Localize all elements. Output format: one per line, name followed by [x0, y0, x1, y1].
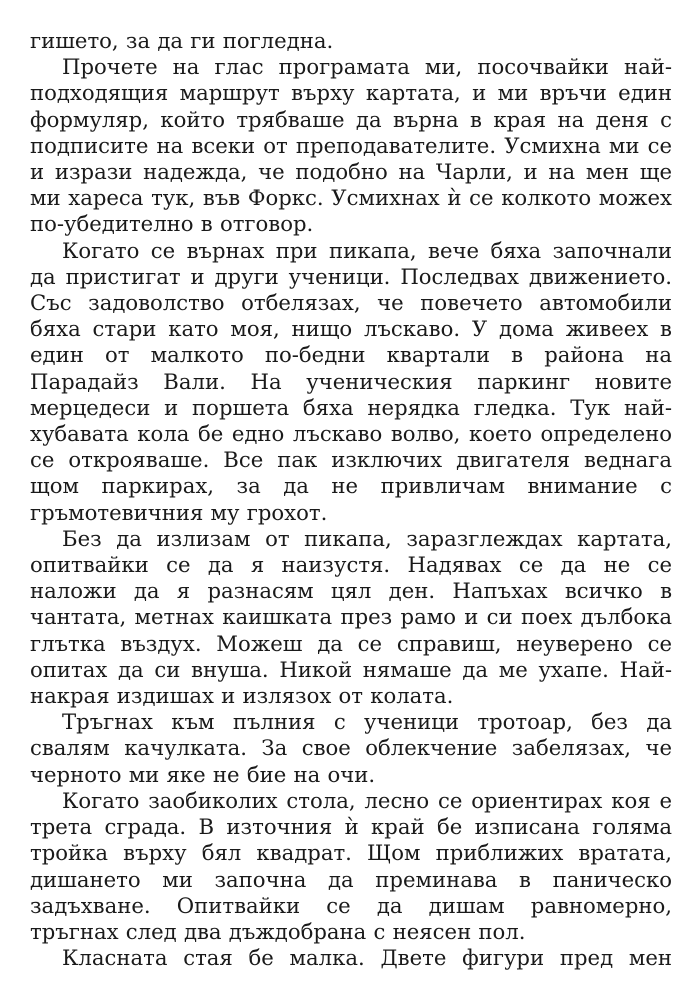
paragraph: Когато заобиколих стола, лесно се ориентирах коя е трета сграда. В източния ѝ край бе изписана голяма тройка върху бял квадрат. Щом приближих вратата, дишането ми започна да преминава в паническо задъхване. Опитвайки се да дишам равномерно, тръгнах след два дъждобрана с неясен пол.	[30, 787, 672, 944]
paragraph: Тръгнах към пълния с ученици тротоар, без да свалям качулката. За свое облекчение забелязах, че черното ми яке не бие на очи.	[30, 709, 672, 787]
text-column	[30, 28, 672, 971]
paragraph: Без да излизам от пикапа, заразглеждах картата, опитвайки се да я наизустя. Надявах се да не се наложи да я разнасям цял ден. Напъхах всичко в чантата, метнах каишката през рамо и си поех дълбока глътка въздух. Можеш да се справиш, неуверено се опитах да си внуша. Никой нямаше да ме ухапе. Най-накрая издишах и излязох от колата.	[30, 525, 672, 709]
paragraph-continuation: гишето, за да ги погледна.	[30, 28, 334, 53]
paragraph: Когато се върнах при пикапа, вече бяха започнали да пристигат и други ученици. Последвах движението. Със задоволство отбелязах, че повечето автомобили бяха стари като моя, нищо лъскаво. У дома живеех в един от малкото по-бедни квартали в района на Парадайз Вали. На ученическия паркинг новите мерцедеси и поршета бяха нерядка гледка. Тук най-хубавата кола бе едно лъскаво волво, което определено се открояваше. Все пак изключих двигателя веднага щом паркирах, за да не привличам внимание с гръмотевичния му грохот.	[30, 237, 672, 525]
paragraph: Прочете на глас програмата ми, посочвайки най-подходящия маршрут върху картата, и ми връчи един формуляр, който трябваше да върна в края на деня с подписите на всеки от преподавателите. Усмихна ми се и изрази надежда, че подобно на Чарли, и на мен ще ми хареса тук, във Форкс. Усмихнах ѝ се колкото можех по-убедително в отговор.	[30, 54, 672, 237]
paragraph-incomplete: Класната стая бе малка. Двете фигури пред мен	[62, 945, 672, 971]
